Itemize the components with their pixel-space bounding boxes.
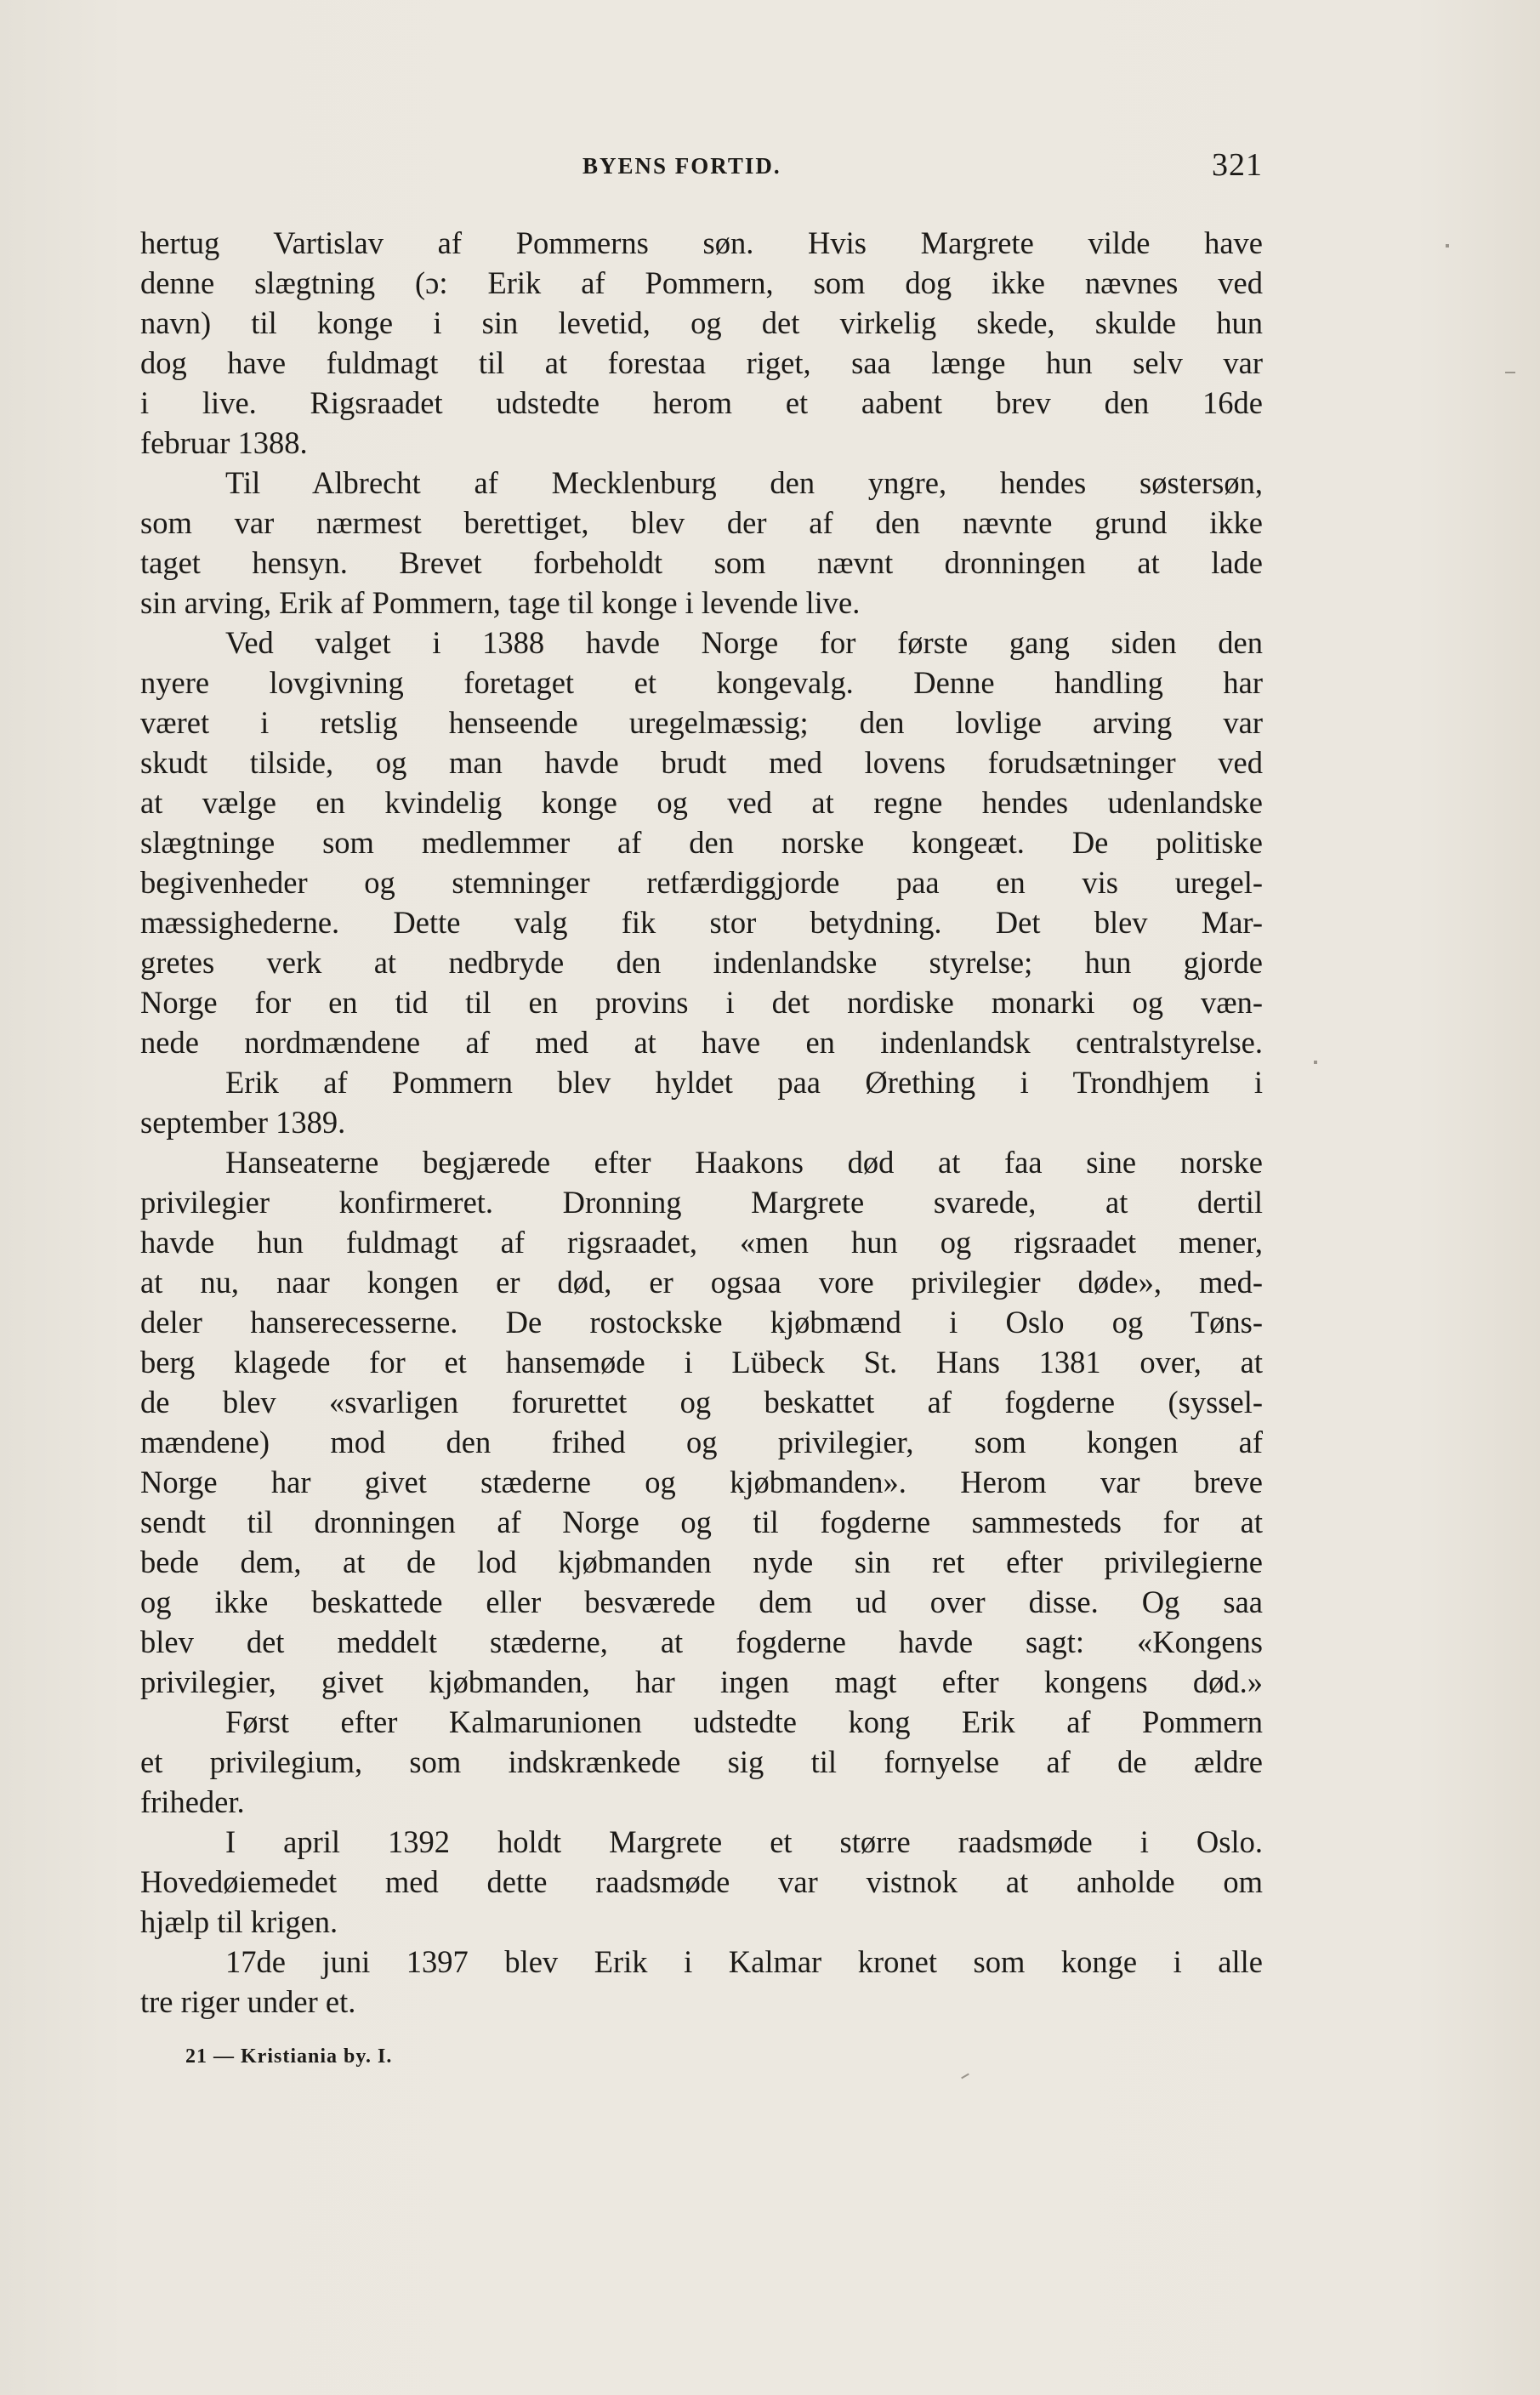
speck-mark: [961, 2074, 969, 2079]
text-line: Hanseaterne begjærede efter Haakons død at faa sine norske: [225, 1145, 1263, 1180]
text-line: tre riger under et.: [140, 1984, 356, 2019]
text-line: været i retslig henseende uregelmæssig; den lovlige arving var: [140, 705, 1263, 740]
text-line: deler hanserecesserne. De rostockske kjøbmænd i Oslo og Tøns-: [140, 1305, 1263, 1340]
text-line: at nu, naar kongen er død, er ogsaa vore privilegier døde», med-: [140, 1265, 1263, 1300]
text-line: navn) til konge i sin levetid, og det virkelig skede, skulde hun: [140, 305, 1263, 340]
text-line: taget hensyn. Brevet forbeholdt som nævnt dronningen at lade: [140, 545, 1263, 580]
speck-mark: [1314, 1061, 1317, 1064]
page-number: 321: [1212, 147, 1263, 183]
text-line: Først efter Kalmarunionen udstedte kong Erik af Pommern: [225, 1704, 1263, 1739]
text-line: Norge har givet stæderne og kjøbmanden». Herom var breve: [140, 1465, 1263, 1499]
text-line: hertug Vartislav af Pommerns søn. Hvis Margrete vilde have: [140, 225, 1263, 260]
text-line: som var nærmest berettiget, blev der af den nævnte grund ikke: [140, 505, 1263, 540]
text-line: september 1389.: [140, 1105, 346, 1140]
text-line: mændene) mod den frihed og privilegier, som kongen af: [140, 1425, 1263, 1459]
text-line: at vælge en kvindelig konge og ved at regne hendes udenlandske: [140, 785, 1263, 820]
printer-signature: 21 — Kristiania by. I.: [185, 2045, 393, 2068]
text-line: Til Albrecht af Mecklenburg den yngre, hendes søstersøn,: [225, 465, 1263, 500]
text-line: Norge for en tid til en provins i det nordiske monarki og væn-: [140, 985, 1263, 1020]
text-line: i live. Rigsraadet udstedte herom et aabent brev den 16de: [140, 385, 1263, 420]
text-line: og ikke beskattede eller besværede dem ud over disse. Og saa: [140, 1584, 1263, 1619]
text-line: I april 1392 holdt Margrete et større raadsmøde i Oslo.: [225, 1824, 1263, 1859]
text-line: sin arving, Erik af Pommern, tage til konge i levende live.: [140, 585, 861, 620]
speck-mark: [1446, 244, 1449, 247]
page-header: [140, 146, 1263, 189]
running-head: BYENS FORTID.: [582, 153, 781, 179]
text-line: nede nordmændene af med at have en indenlandsk centralstyrelse.: [140, 1025, 1263, 1060]
text-line: Erik af Pommern blev hyldet paa Ørething i Trondhjem i: [225, 1065, 1263, 1100]
body-text: [140, 223, 1263, 2022]
text-line: hjælp til krigen.: [140, 1904, 338, 1939]
text-line: denne slægtning (ɔ: Erik af Pommern, som dog ikke nævnes ved: [140, 265, 1263, 300]
text-line: gretes verk at nedbryde den indenlandske styrelse; hun gjorde: [140, 945, 1263, 980]
text-line: et privilegium, som indskrænkede sig til fornyelse af de ældre: [140, 1744, 1263, 1779]
text-line: Hovedøiemedet med dette raadsmøde var vistnok at anholde om: [140, 1864, 1263, 1899]
text-line: Ved valget i 1388 havde Norge for første gang siden den: [225, 625, 1263, 660]
speck-mark: [1505, 372, 1515, 373]
text-line: blev det meddelt stæderne, at fogderne havde sagt: «Kongens: [140, 1624, 1263, 1659]
text-line: slægtninge som medlemmer af den norske kongeæt. De politiske: [140, 825, 1263, 860]
text-line: skudt tilside, og man havde brudt med lovens forudsætninger ved: [140, 745, 1263, 780]
text-line: privilegier konfirmeret. Dronning Margrete svarede, at dertil: [140, 1185, 1263, 1220]
text-line: begivenheder og stemninger retfærdiggjorde paa en vis uregel-: [140, 865, 1263, 900]
text-line: 17de juni 1397 blev Erik i Kalmar kronet som konge i alle: [225, 1944, 1263, 1979]
text-line: privilegier, givet kjøbmanden, har ingen magt efter kongens død.»: [140, 1664, 1263, 1699]
text-line: nyere lovgivning foretaget et kongevalg. Denne handling har: [140, 665, 1263, 700]
text-line: havde hun fuldmagt af rigsraadet, «men hun og rigsraadet mener,: [140, 1225, 1263, 1260]
text-line: dog have fuldmagt til at forestaa riget, saa længe hun selv var: [140, 345, 1263, 380]
text-line: friheder.: [140, 1784, 245, 1819]
text-line: berg klagede for et hansemøde i Lübeck St. Hans 1381 over, at: [140, 1345, 1263, 1380]
text-line: de blev «svarligen forurettet og beskattet af fogderne (syssel-: [140, 1385, 1263, 1419]
text-line: sendt til dronningen af Norge og til fogderne sammesteds for at: [140, 1505, 1263, 1539]
text-line: mæssighederne. Dette valg fik stor betydning. Det blev Mar-: [140, 905, 1263, 940]
text-line: bede dem, at de lod kjøbmanden nyde sin ret efter privilegierne: [140, 1545, 1263, 1579]
text-line: februar 1388.: [140, 425, 308, 460]
